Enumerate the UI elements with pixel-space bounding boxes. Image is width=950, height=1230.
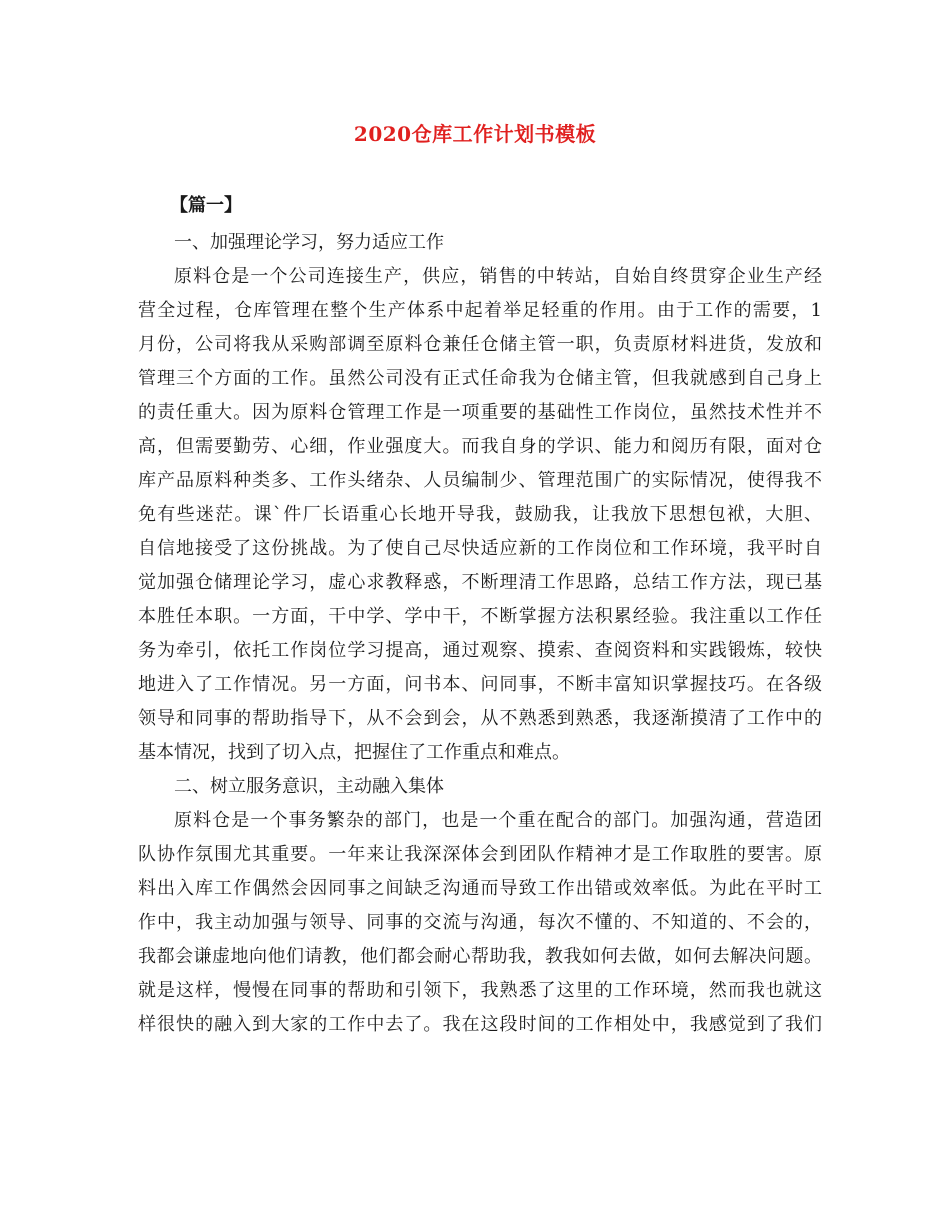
paragraph-line: 队协作氛围尤其重要。一年来让我深深体会到团队作精神才是工作取胜的要害。原 [138, 844, 822, 865]
paragraph-line: 自信地接受了这份挑战。为了使自己尽快适应新的工作岗位和工作环境，我平时自 [138, 538, 822, 559]
paragraph-1 [138, 260, 822, 770]
paragraph-line: 地进入了工作情况。另一方面，问书本、问同事，不断丰富知识掌握技巧。在各级 [138, 674, 822, 695]
paragraph-line: 高，但需要勤劳、心细，作业强度大。而我自身的学识、能力和阅历有限，面对仓 [138, 436, 822, 457]
section-tag: 【篇一】 [170, 195, 242, 216]
paragraph-line: 我都会谦虚地向他们请教，他们都会耐心帮助我，教我如何去做，如何去解决问题。 [138, 946, 822, 967]
paragraph-line: 管理三个方面的工作。虽然公司没有正式任命我为仓储主管，但我就感到自己身上 [138, 368, 822, 389]
document-body [138, 190, 822, 1042]
paragraph-line: 料出入库工作偶然会因同事之间缺乏沟通而导致工作出错或效率低。为此在平时工 [138, 878, 822, 899]
paragraph-line: 本胜任本职。一方面，干中学、学中干，不断掌握方法积累经验。我注重以工作任 [138, 606, 822, 627]
paragraph-line: 基本情况，找到了切入点，把握住了工作重点和难点。 [138, 742, 570, 763]
paragraph-line: 领导和同事的帮助指导下，从不会到会，从不熟悉到熟悉，我逐渐摸清了工作中的 [138, 708, 822, 729]
section-heading-1: 一、加强理论学习，努力适应工作 [174, 232, 444, 253]
paragraph-line: 就是这样，慢慢在同事的帮助和引领下，我熟悉了这里的工作环境，然而我也就这 [138, 980, 822, 1001]
paragraph-line: 月份，公司将我从采购部调至原料仓兼任仓储主管一职，负责原材料进货，发放和 [138, 334, 822, 355]
paragraph-line: 作中，我主动加强与领导、同事的交流与沟通，每次不懂的、不知道的、不会的， [138, 912, 822, 933]
paragraph-line: 觉加强仓储理论学习，虚心求教释惑，不断理清工作思路，总结工作方法，现已基 [138, 572, 822, 593]
paragraph-line: 库产品原料种类多、工作头绪杂、人员编制少、管理范围广的实际情况，使得我不 [138, 470, 822, 491]
paragraph-line: 务为牵引，依托工作岗位学习提高，通过观察、摸索、查阅资料和实践锻炼，较快 [138, 640, 822, 661]
paragraph-line: 营全过程，仓库管理在整个生产体系中起着举足轻重的作用。由于工作的需要，1 [138, 300, 822, 321]
paragraph-2 [138, 804, 822, 1042]
paragraph-line: 的责任重大。因为原料仓管理工作是一项重要的基础性工作岗位，虽然技术性并不 [138, 402, 822, 423]
document-title: 2020仓库工作计划书模板 [353, 122, 597, 146]
paragraph-line: 样很快的融入到大家的工作中去了。我在这段时间的工作相处中，我感觉到了我们 [138, 1014, 822, 1035]
paragraph-line: 免有些迷茫。课`件厂长语重心长地开导我，鼓励我，让我放下思想包袱，大胆、 [138, 504, 822, 525]
paragraph-line: 原料仓是一个事务繁杂的部门，也是一个重在配合的部门。加强沟通，营造团 [174, 810, 822, 831]
section-heading-2: 二、树立服务意识，主动融入集体 [174, 776, 444, 797]
paragraph-line: 原料仓是一个公司连接生产，供应，销售的中转站，自始自终贯穿企业生产经 [174, 266, 822, 287]
